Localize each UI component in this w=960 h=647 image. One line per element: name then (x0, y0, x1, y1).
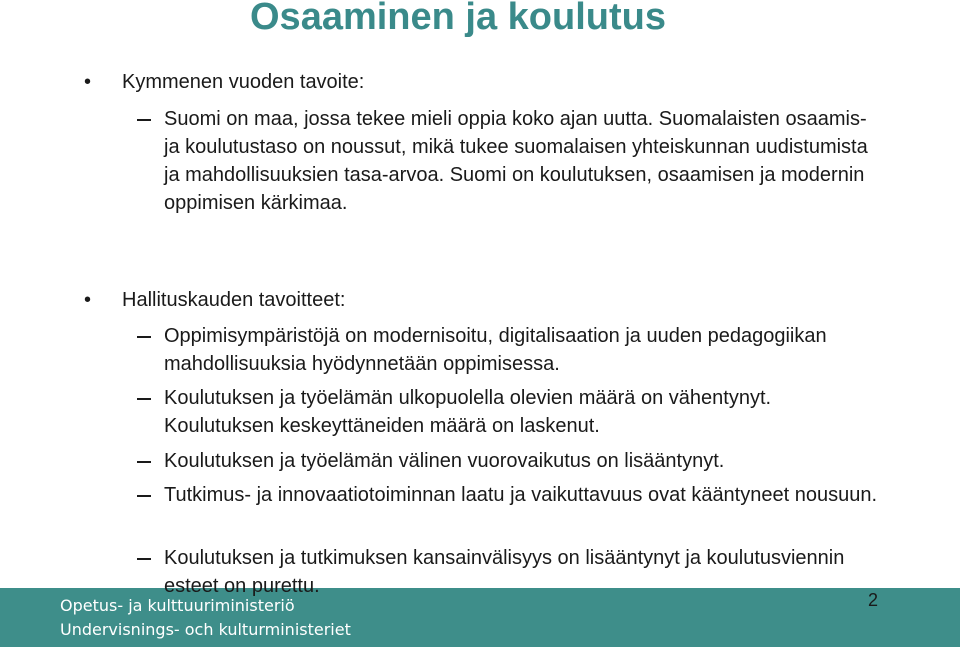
bullet-icon: • (84, 289, 92, 311)
sub-item: Oppimisympäristöjä on modernisoitu, digitalisaation ja uuden pedagogiikan mahdollisuuksia hyödynnetään oppimisessa. (164, 325, 827, 375)
sub-item: Koulutuksen ja työelämän ulkopuolella olevien määrä on vähentynyt. Koulutuksen keskeyttäneiden määrä on laskenut. (164, 387, 772, 437)
dash-icon (137, 119, 151, 121)
heading-text: Kymmenen vuoden tavoite: (122, 71, 365, 93)
heading-text: Hallituskauden tavoitteet: (122, 289, 346, 311)
dash-icon (137, 558, 151, 560)
ministry-name-finnish: Opetus- ja kulttuuriministeriö (60, 596, 295, 615)
dash-icon (137, 461, 151, 463)
sub-item: Tutkimus- ja innovaatiotoiminnan laatu ja vaikuttavuus ovat kääntyneet nousuun. (164, 484, 878, 506)
dash-icon (137, 336, 151, 338)
bullet-icon: • (84, 71, 92, 93)
ministry-name-swedish: Undervisnings- och kulturministeriet (60, 620, 351, 639)
slide-title: Osaaminen ja koulutus (250, 0, 666, 38)
sub-item: Koulutuksen ja työelämän välinen vuorovaikutus on lisääntynyt. (164, 450, 725, 472)
dash-icon (137, 398, 151, 400)
sub-item: Suomi on maa, jossa tekee mieli oppia koko ajan uutta. Suomalaisten osaamis- ja koulutustaso on noussut, mikä tukee suomalaisen yhteiskunnan uudistumista ja mahdollisuuksien tasa-arvoa. Suomi on koulutuksen, osaamisen ja modernin oppimisen kärkimaa. (164, 108, 868, 214)
sub-item: Koulutuksen ja tutkimuksen kansainvälisyys on lisääntynyt ja koulutusviennin esteet on purettu. (164, 547, 845, 597)
page-number: 2 (867, 590, 878, 610)
dash-icon (137, 495, 151, 497)
